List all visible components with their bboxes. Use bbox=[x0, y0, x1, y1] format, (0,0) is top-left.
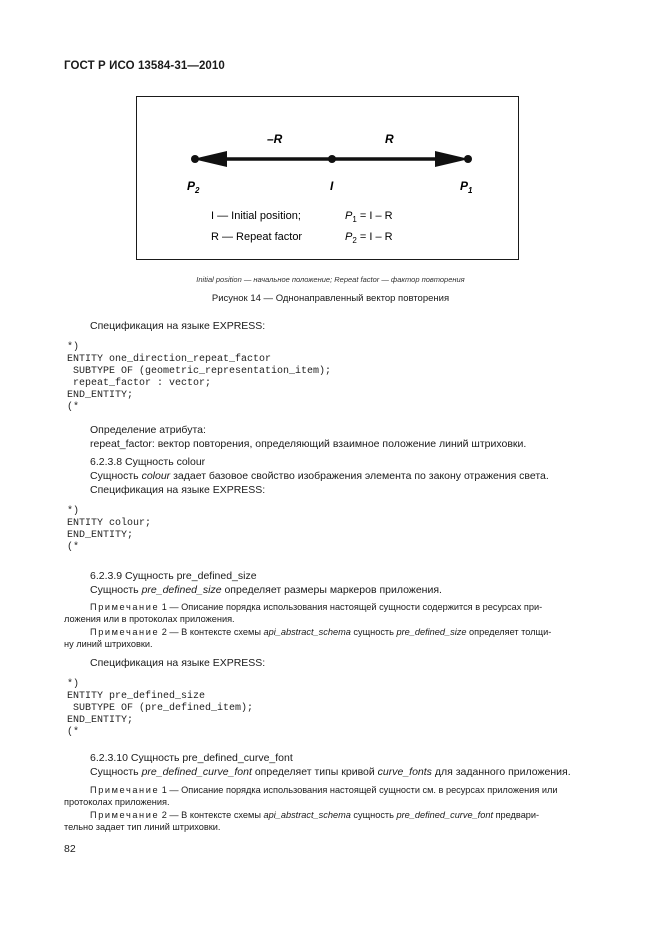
document-header: ГОСТ Р ИСО 13584-31—2010 bbox=[64, 60, 225, 72]
section-heading-colour: 6.2.3.8 Сущность colour bbox=[90, 456, 206, 468]
pre-defined-curve-font-description: Сущность pre_defined_curve_font определяет типы кривой curve_fonts для заданного приложения. bbox=[90, 766, 571, 778]
express-code-1: *) ENTITY one_direction_repeat_factor SUBTYPE OF (geometric_representation_item); repeat_factor : vector; END_ENTITY; (* bbox=[67, 342, 332, 413]
express-code-2: *) ENTITY colour; END_ENTITY; (* bbox=[67, 506, 152, 553]
note-3-line-2: протоколах приложения. bbox=[64, 797, 170, 807]
spec-label-3: Спецификация на языке EXPRESS: bbox=[90, 657, 266, 669]
label-p1: $P_1$ bbox=[460, 179, 473, 195]
colour-description: Сущность colour задает базовое свойство изображения элемента по закону отражения света. bbox=[90, 470, 549, 482]
figure-caption: Рисунок 14 — Однонаправленный вектор повторения bbox=[211, 293, 450, 304]
note-2-line-1: Примечание 2 — В контексте схемы api_abstract_schema сущность pre_defined_size определяет толщи- bbox=[90, 627, 552, 637]
legend-repeat-factor: R — Repeat factor bbox=[211, 231, 303, 243]
spec-label-2: Спецификация на языке EXPRESS: bbox=[90, 484, 266, 496]
point-p2 bbox=[191, 155, 199, 163]
figure-translation: Initial position — начальное положение; Repeat factor — фактор повторения bbox=[196, 275, 465, 284]
express-code-3: *) ENTITY pre_defined_size SUBTYPE OF (pre_defined_item); END_ENTITY; (* bbox=[67, 679, 254, 738]
note-3-line-1: Примечание 1 — Описание порядка использования настоящей сущности см. в ресурсах приложения или bbox=[90, 785, 558, 795]
note-1-line-2: ложения или в протоколах приложения. bbox=[64, 614, 235, 624]
equation-p2: $P_2 = I - R$ bbox=[345, 231, 393, 245]
spec-label-1: Спецификация на языке EXPRESS: bbox=[90, 320, 266, 332]
note-1-line-1: Примечание 1 — Описание порядка использования настоящей сущности содержится в ресурсах при- bbox=[90, 602, 543, 612]
legend-initial-position: I — Initial position; bbox=[211, 210, 301, 222]
label-minus-r: –R bbox=[267, 132, 283, 146]
attr-def-label: Определение атрибута: bbox=[90, 424, 206, 436]
label-p2: $P_2$ bbox=[187, 179, 200, 195]
section-heading-pre-defined-size: 6.2.3.9 Сущность pre_defined_size bbox=[90, 570, 257, 582]
label-i: I bbox=[330, 179, 334, 193]
point-p1 bbox=[464, 155, 472, 163]
note-2-line-2: ну линий штриховки. bbox=[64, 639, 153, 649]
note-4-line-2: тельно задает тип линий штриховки. bbox=[64, 822, 221, 832]
page-number: 82 bbox=[64, 843, 76, 855]
section-heading-pre-defined-curve-font: 6.2.3.10 Сущность pre_defined_curve_font bbox=[90, 752, 293, 764]
attr-def-text: repeat_factor: вектор повторения, определяющий взаимное положение линий штриховки. bbox=[90, 438, 527, 450]
vector-diagram bbox=[137, 97, 520, 261]
equation-p1: $P_1 = I - R$ bbox=[345, 210, 393, 224]
point-i bbox=[328, 155, 336, 163]
label-r: R bbox=[385, 132, 394, 146]
figure-box bbox=[136, 96, 519, 260]
note-4-line-1: Примечание 2 — В контексте схемы api_abstract_schema сущность pre_defined_curve_font предвари- bbox=[90, 810, 540, 820]
pre-defined-size-description: Сущность pre_defined_size определяет размеры маркеров приложения. bbox=[90, 584, 442, 596]
right-arrowhead bbox=[435, 151, 469, 167]
